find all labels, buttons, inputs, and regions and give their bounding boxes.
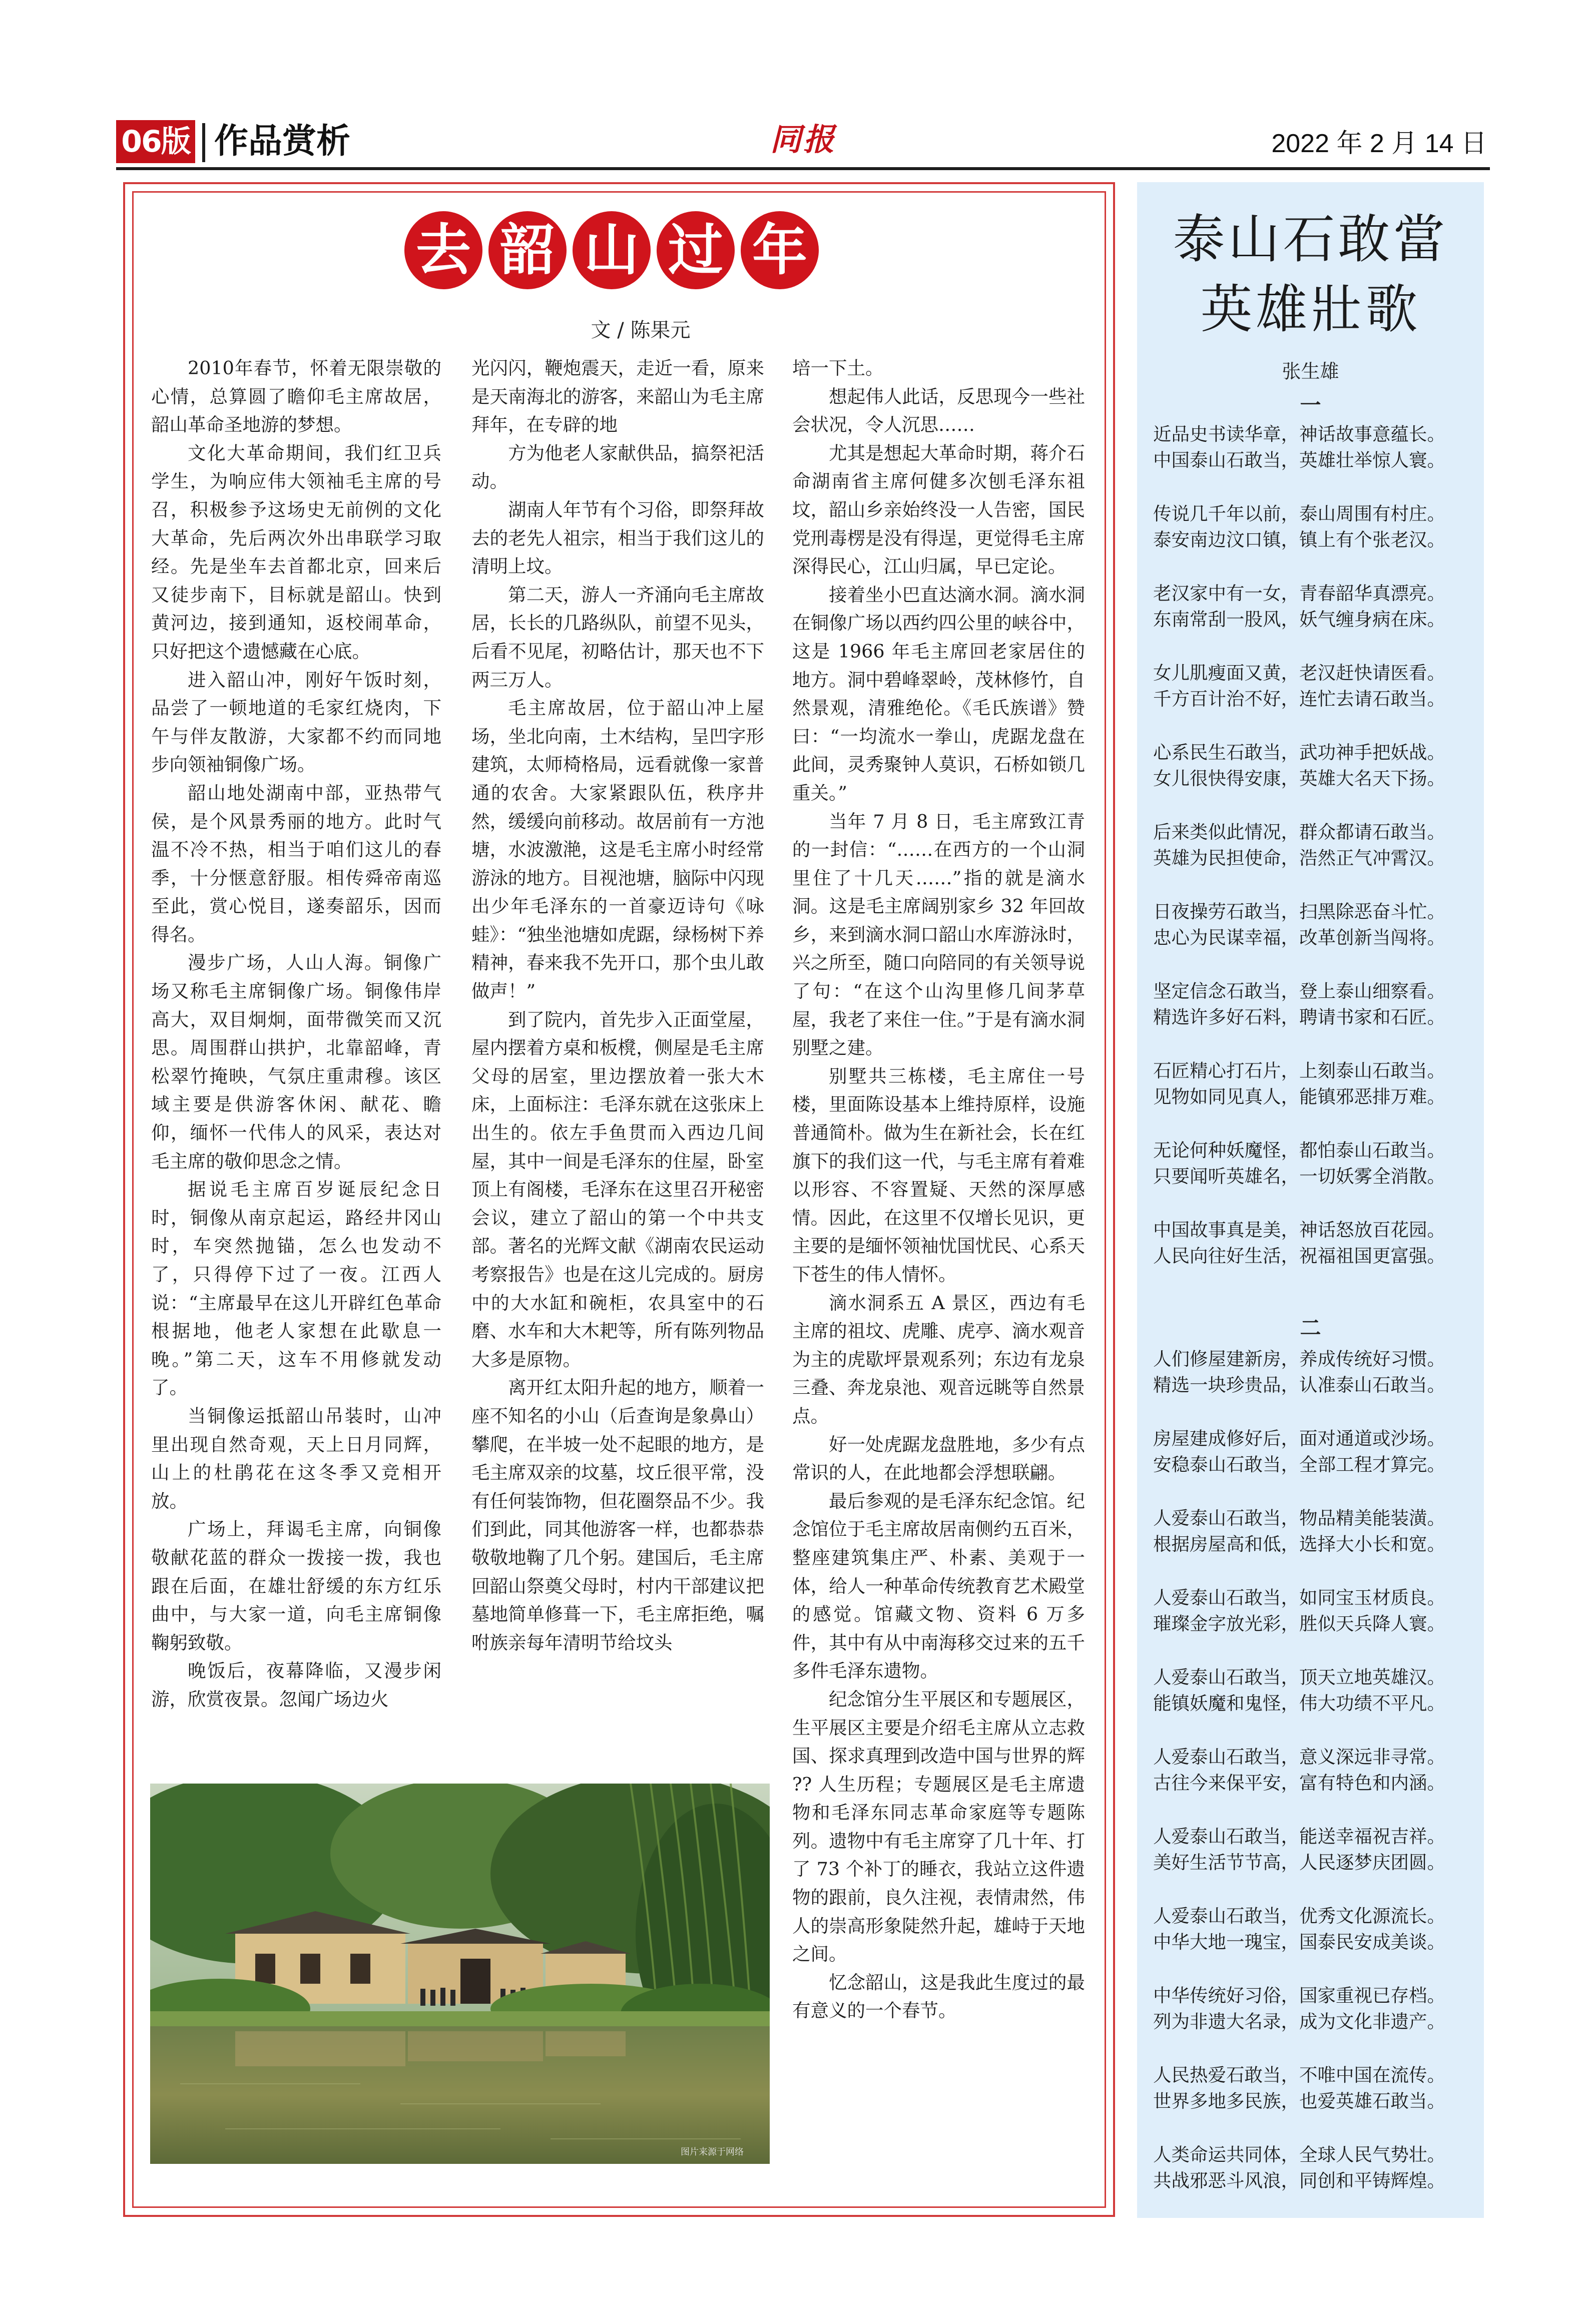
paragraph: 毛主席故居，位于韶山冲上屋场，坐北向南，土木结构，呈凹字形建筑，太师椅格局，远看就像一家普通的农舍。大家紧跟队伍，秩序井然，缓缓向前移动。故居前有一方池塘，水波激滟，这是毛主席小时经常游泳的地方。目视池塘，脑际中闪现出少年毛泽东的一首豪迈诗句《咏蛙》：“独坐池塘如虎踞，绿杨树下养精神，春来我不先开口，那个虫儿敢做声！” xyxy=(471,697,764,1002)
poem-stanza xyxy=(1153,2062,1473,2114)
paragraph: 广场上，拜谒毛主席，向铜像敬献花蓝的群众一拨接一拨，我也跟在后面，在雄壮舒缓的东方红乐曲中，与大家一道，向毛主席铜像鞠躬致敬。 xyxy=(151,1518,441,1653)
paragraph: 2010年春节，怀着无限崇敬的心情，总算圆了瞻仰毛主席故居，韶山革命圣地游的梦想。 xyxy=(151,357,441,436)
poem-stanza xyxy=(1153,819,1473,871)
photo-credit: 图片来源于网络 xyxy=(681,2147,744,2157)
paragraph: 滴水洞系五 A 景区，西边有毛主席的祖坟、虎雕、虎亭、滴水观音为主的虎歇坪景观系列；东边有龙泉三叠、奔龙泉池、观音远眺等自然景点。 xyxy=(792,1292,1085,1427)
poem-line: 人爱泰山石敢当，顶天立地英雄汉。 xyxy=(1153,1666,1445,1688)
poem-title-line-2: 英雄壯歌 xyxy=(1200,279,1421,340)
poem-line: 人类命运共同体，全球人民气势壮。 xyxy=(1153,2144,1445,2165)
title-char-3: 山 xyxy=(573,211,651,289)
issue-date: 2022 年 2 月 14 日 xyxy=(1271,129,1487,158)
poem-stanza xyxy=(1153,1426,1473,1478)
paragraph: 当年 7 月 8 日，毛主席致江青的一封信：“……在西方的一个山洞里住了十几天……”指的就是滴水洞。这是毛主席阔别家乡 32 年回故乡，来到滴水洞口韶山水库游泳时，兴之所至，随口向陪同的有关领导说了句：“在这个山沟里修几间茅草屋，我老了来住一住。”于是有滴水洞别墅之建。 xyxy=(792,810,1085,1059)
poem-line: 共战邪恶斗风浪，同创和平铸辉煌。 xyxy=(1153,2170,1445,2191)
poem-stanza xyxy=(1153,501,1473,553)
poem-line: 人民热爱石敢当，不唯中国在流传。 xyxy=(1153,2064,1445,2086)
paragraph-continued: 方为他老人家献供品，搞祭祀活动。 xyxy=(471,442,764,492)
paragraph: 漫步广场，人山人海。铜像广场又称毛主席铜像广场。铜像伟岸高大，双目炯炯，面带微笑而又沉思。周围群山拱护，北靠韶峰，青松翠竹掩映，气氛庄重肃穆。该区域主要是供游客休闲、献花、瞻仰，缅怀一代伟人的风采，表达对毛主席的敬仰思念之情。 xyxy=(151,952,441,1172)
paragraph: 接着坐小巴直达滴水洞。滴水洞在铜像广场以西约四公里的峡谷中，这是 1966 年毛主席回老家居住的地方。洞中碧峰翠岭，茂林修竹，自然景观，清雅绝伦。《毛氏族谱》赞曰：“一均流水一拳山，虎踞龙盘在此间，灵秀聚钟人莫识，石桥如锁几重关。” xyxy=(792,584,1085,804)
poem-line: 坚定信念石敢当，登上泰山细察看。 xyxy=(1153,980,1445,1002)
paragraph: 离开红太阳升起的地方，顺着一座不知名的小山（后查询是象鼻山）攀爬，在半坡一处不起眼的地方，是毛主席双亲的坟墓，坟丘很平常，没有任何装饰物，但花圈祭品不少。我们到此，同其他游客一样，也都恭恭敬敬地鞠了几个躬。建国后，毛主席回韶山祭奠父母时，村内干部建议把墓地简单修葺一下，毛主席拒绝，嘱咐族亲每年清明节给坟头 xyxy=(471,1377,764,1653)
article-column-2 xyxy=(471,354,764,1657)
poem-line: 近品史书读华章，神话故事意蕴长。 xyxy=(1153,423,1445,445)
title-char-5: 年 xyxy=(741,211,819,289)
poem-stanza xyxy=(1153,1744,1473,1796)
poem-line: 安稳泰山石敢当，全部工程才算完。 xyxy=(1153,1454,1445,1475)
poem-line: 人爱泰山石敢当，物品精美能装潢。 xyxy=(1153,1507,1445,1529)
poem-line: 精选许多好石料，聘请书家和石匠。 xyxy=(1153,1006,1445,1028)
paragraph: 好一处虎踞龙盘胜地，多少有点常识的人，在此地都会浮想联翩。 xyxy=(792,1433,1085,1484)
paragraph-continued: 光闪闪，鞭炮震天，走近一看，原来是天南海北的游客，来韶山为毛主席拜年，在专辟的地 xyxy=(471,357,764,436)
poem-line: 日夜操劳石敢当，扫黑除恶奋斗忙。 xyxy=(1153,901,1445,922)
title-char-1: 去 xyxy=(404,211,482,289)
former-residence-photo xyxy=(150,1784,770,2164)
article-title xyxy=(404,211,820,290)
article-byline: 文 / 陈果元 xyxy=(591,319,691,342)
poem-stanza xyxy=(1153,1585,1473,1637)
poem-line: 人们修屋建新房，养成传统好习惯。 xyxy=(1153,1348,1445,1370)
poem-line: 人爱泰山石敢当，意义深远非寻常。 xyxy=(1153,1746,1445,1768)
poem-part-1-label: 一 xyxy=(1300,393,1321,417)
poem-line: 人民向往好生活，祝福祖国更富强。 xyxy=(1153,1245,1445,1267)
header-divider xyxy=(202,123,205,162)
poem-stanza xyxy=(1153,1346,1473,1398)
paragraph: 第二天，游人一齐涌向毛主席故居，长长的几路纵队，前望不见头，后看不见尾，初略估计，那天也不下两三万人。 xyxy=(471,584,764,691)
poem-line: 中国泰山石敢当，英雄壮举惊人寰。 xyxy=(1153,449,1445,471)
poem-line: 人爱泰山石敢当，优秀文化源流长。 xyxy=(1153,1905,1445,1927)
poem-author: 张生雄 xyxy=(1282,360,1339,382)
poem-line: 女儿很快得安康，英雄大名天下扬。 xyxy=(1153,768,1445,789)
poem-stanza xyxy=(1153,421,1473,473)
poem-line: 心系民生石敢当，武功神手把妖战。 xyxy=(1153,742,1445,763)
paragraph: 尤其是想起大革命时期，蒋介石命湖南省主席何健多次刨毛泽东祖坟，韶山乡亲始终没一人告密，国民党刑毒楞是没有得逞，更觉得毛主席深得民心，江山归属，早已定论。 xyxy=(792,442,1085,578)
poem-stanza xyxy=(1153,978,1473,1030)
paragraph: 当铜像运抵韶山吊装时，山冲里出现自然奇观，天上日月同辉，山上的杜鹃花在这冬季又竞相开放。 xyxy=(151,1405,441,1512)
poem-line: 美好生活节节高，人民逐梦庆团圆。 xyxy=(1153,1852,1445,1873)
poem-title-line-1: 泰山石敢當 xyxy=(1173,209,1448,270)
paragraph: 最后参观的是毛泽东纪念馆。纪念馆位于毛主席故居南侧约五百米，整座建筑集庄严、朴素、美观于一体，给人一种革命传统教育艺术殿堂的感觉。馆藏文物、资料 6 万多件，其中有从中南海移交过来的五千多件毛泽东遗物。 xyxy=(792,1490,1085,1682)
poem-line: 人爱泰山石敢当，能送幸福祝吉祥。 xyxy=(1153,1826,1445,1847)
poem-line: 能镇妖魔和鬼怪，伟大功绩不平凡。 xyxy=(1153,1692,1445,1714)
poem-stanza xyxy=(1153,660,1473,712)
paragraph: 别墅共三栋楼，毛主席住一号楼，里面陈设基本上维持原样，设施普通简朴。做为生在新社会，长在红旗下的我们这一代，与毛主席有着难以形容、不容置疑、天然的深厚感情。因此，在这里不仅增长见识，更主要的是缅怀领袖忧国忧民、心系天下苍生的伟人情怀。 xyxy=(792,1065,1085,1285)
poem-line: 中国故事真是美，神话怒放百花园。 xyxy=(1153,1219,1445,1241)
newspaper-logo: 同报 xyxy=(770,121,836,158)
title-char-4: 过 xyxy=(657,211,735,289)
paragraph-continued: 培一下土。 xyxy=(792,357,884,379)
poem-line: 人爱泰山石敢当，如同宝玉材质良。 xyxy=(1153,1587,1445,1608)
section-title: 作品赏析 xyxy=(214,122,351,161)
header-rule xyxy=(116,167,1490,170)
poem-line: 老汉家中有一女，青春韶华真漂亮。 xyxy=(1153,583,1445,604)
paragraph: 到了院内，首先步入正面堂屋，屋内摆着方桌和板櫈，侧屋是毛主席父母的居室，里边摆放着一张大木床，上面标注：毛泽东就在这张床上出生的。依左手鱼贯而入西边几间屋，其中一间是毛泽东的住屋，卧室顶上有阁楼，毛泽东在这里召开秘密会议，建立了韶山的第一个中共支部。著名的光辉文献《湖南农民运动考察报告》也是在这儿完成的。厨房中的大水缸和碗柜，农具室中的石磨、水车和大木耙等，所有陈列物品大多是原物。 xyxy=(471,1008,764,1370)
poem-part-2-label: 二 xyxy=(1300,1316,1321,1340)
poem-line: 世界多地多民族，也爱英雄石敢当。 xyxy=(1153,2090,1445,2112)
article-column-3 xyxy=(792,354,1085,2025)
poem-line: 精选一块珍贵品，认准泰山石敢当。 xyxy=(1153,1374,1445,1396)
poem-stanza xyxy=(1153,1505,1473,1557)
paragraph: 据说毛主席百岁诞辰纪念日时，铜像从南京起运，路经井冈山时，车突然抛锚，怎么也发动不了，只得停下过了一夜。江西人说：“主席最早在这儿开辟红色革命根据地，他老人家想在此歇息一晚。”第二天，这车不用修就发动了。 xyxy=(151,1179,441,1399)
poem-line: 中华大地一瑰宝，国泰民安成美谈。 xyxy=(1153,1931,1445,1953)
poem-line: 英雄为民担使命，浩然正气冲霄汉。 xyxy=(1153,847,1445,869)
poem-line: 忠心为民谋幸福，改革创新当闯将。 xyxy=(1153,927,1445,948)
paragraph: 湖南人年节有个习俗，即祭拜故去的老先人祖宗，相当于我们这儿的清明上坟。 xyxy=(471,498,764,578)
poem-line: 无论何种妖魔怪，都怕泰山石敢当。 xyxy=(1153,1139,1445,1161)
poem-stanza xyxy=(1153,1058,1473,1110)
paragraph: 纪念馆分生平展区和专题展区，生平展区主要是介绍毛主席从立志救国、探求真理到改造中国与世界的辉 ?? 人生历程；专题展区是毛主席遗物和毛泽东同志革命家庭等专题陈列。遗物中有毛主席穿了几十年、打了 73 个补丁的睡衣，我站立这件遗物的跟前，良久注视，表情肃然，伟人的崇高形象陡然升起，雄峙于天地之间。 xyxy=(792,1688,1085,1965)
poem-stanza xyxy=(1153,1217,1473,1269)
poem-stanza xyxy=(1153,740,1473,792)
poem-line: 女儿肌瘦面又黄，老汉赶快请医看。 xyxy=(1153,662,1445,684)
article-column-1 xyxy=(151,354,441,1714)
poem-stanza xyxy=(1153,581,1473,633)
poem-stanza xyxy=(1153,1137,1473,1190)
poem-stanza xyxy=(1153,1824,1473,1876)
poem-part-1 xyxy=(1153,421,1473,1297)
poem-stanza xyxy=(1153,2142,1473,2194)
poem-line: 中华传统好习俗，国家重视已存档。 xyxy=(1153,1985,1445,2006)
poem-line: 泰安南边汶口镇，镇上有个张老汉。 xyxy=(1153,529,1445,550)
poem-line: 见物如同见真人，能镇邪恶排万难。 xyxy=(1153,1086,1445,1107)
poem-line: 古往今来保平安，富有特色和内涵。 xyxy=(1153,1772,1445,1794)
page-number-badge: 06版 xyxy=(116,120,195,163)
poem-stanza xyxy=(1153,1983,1473,2035)
poem-line: 璀璨金字放光彩，胜似天兵降人寰。 xyxy=(1153,1613,1445,1634)
poem-line: 只要闻听英雄名，一切妖雾全消散。 xyxy=(1153,1166,1445,1187)
paragraph: 进入韶山冲，刚好午饭时刻，品尝了一顿地道的毛家红烧肉，下午与伴友散游，大家都不约而同地步向领袖铜像广场。 xyxy=(151,669,441,776)
poem-line: 后来类似此情况，群众都请石敢当。 xyxy=(1153,821,1445,843)
poem-line: 传说几千年以前，泰山周围有村庄。 xyxy=(1153,503,1445,524)
paragraph: 文化大革命期间，我们红卫兵学生，为响应伟大领袖毛主席的号召，积极参予这场史无前例的文化大革命，先后两次外出串联学习取经。先是坐车去首都北京，回来后又徒步南下，目标就是韶山。快到黄河边，接到通知，返校闹革命，只好把这个遗憾藏在心底。 xyxy=(151,442,441,662)
poem-line: 石匠精心打石片，上刻泰山石敢当。 xyxy=(1153,1060,1445,1081)
title-char-2: 韶 xyxy=(488,211,567,289)
paragraph: 忆念韶山，这是我此生度过的最有意义的一个春节。 xyxy=(792,1971,1085,2022)
poem-stanza xyxy=(1153,1664,1473,1716)
poem-line: 根据房屋高和低，选择大小长和宽。 xyxy=(1153,1533,1445,1555)
poem-line: 房屋建成修好后，面对通道或沙场。 xyxy=(1153,1428,1445,1449)
poem-stanza xyxy=(1153,1903,1473,1955)
poem-line: 列为非遗大名录，成为文化非遗产。 xyxy=(1153,2011,1445,2032)
poem-stanza xyxy=(1153,899,1473,951)
paragraph: 晚饭后，夜幕降临，又漫步闲游，欣赏夜景。忽闻广场边火 xyxy=(151,1660,441,1710)
paragraph: 想起伟人此话，反思现今一些社会状况，令人沉思…… xyxy=(792,385,1085,436)
paragraph: 韶山地处湖南中部，亚热带气侯，是个风景秀丽的地方。此时气温不冷不热，相当于咱们这儿的春季，十分惬意舒服。相传舜帝南巡至此，赏心悦目，遂奏韶乐，因而得名。 xyxy=(151,782,441,945)
poem-line: 东南常刮一股风，妖气缠身病在床。 xyxy=(1153,609,1445,630)
poem-part-2 xyxy=(1153,1346,1473,2221)
poem-line: 千方百计治不好，连忙去请石敢当。 xyxy=(1153,688,1445,710)
